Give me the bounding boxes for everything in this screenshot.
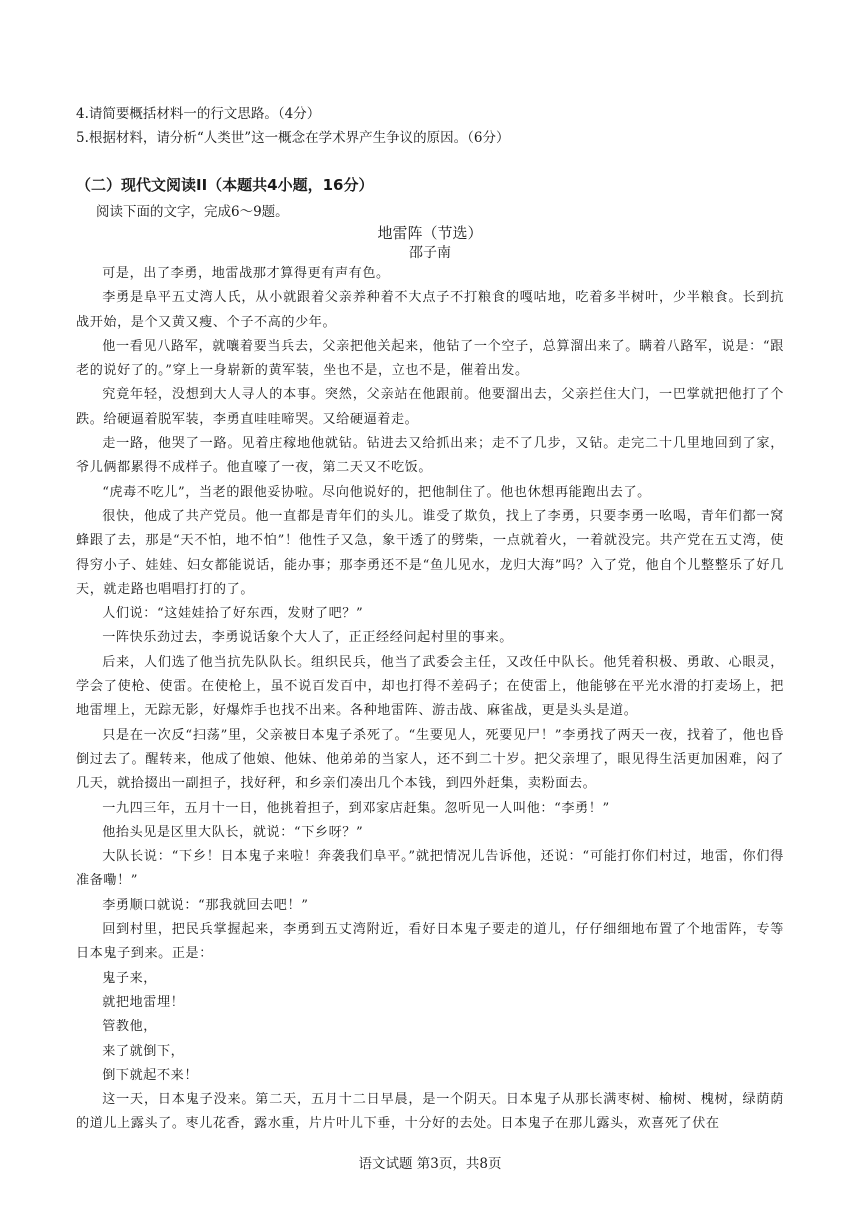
reading-instruction: 阅读下面的文字，完成6～9题。 [96, 204, 289, 220]
paragraph: 一九四三年，五月十一日，他挑着担子，到邓家店赶集。忽听见一人叫他：“李勇！” [102, 800, 610, 816]
page-footer: 语文试题 第3页，共8页 [358, 1156, 502, 1172]
paragraph: 他抬头见是区里大队长，就说：“下乡呀？” [102, 824, 364, 840]
paragraph: 李勇是阜平五丈湾人氏，从小就跟着父亲养种着不大点子不打粮食的嘎咕地，吃着多半树叶，少半粮食。长到抗战开始，是个又黄又瘦、个子不高的少年。 [76, 290, 784, 330]
verse-line: 倒下就起不来！ [102, 1067, 199, 1083]
verse-line: 来了就倒下， [102, 1043, 185, 1059]
paragraph: 这一天，日本鬼子没来。第二天，五月十二日早晨，是一个阴天。日本鬼子从那长满枣树、榆树、槐树，绿荫荫的道儿上露头了。枣儿花香，露水重，片片叶儿下垂，十分好的去处。日本鬼子在那儿露头，欢喜死了伏在 [76, 1092, 784, 1132]
paragraph: 回到村里，把民兵掌握起来，李勇到五丈湾附近，看好日本鬼子要走的道儿，仔仔细细地布置了个地雷阵，专等日本鬼子到来。正是： [76, 922, 784, 962]
section-heading: （二）现代文阅读II（本题共4小题，16分） [76, 176, 374, 194]
question-5: 5.根据材料，请分析“人类世”这一概念在学术界产生争议的原因。（6分） [76, 130, 510, 146]
paragraph: 走一路，他哭了一路。见着庄稼地他就钻。钻进去又给抓出来；走不了几步，又钻。走完二十几里地回到了家，爷儿俩都累得不成样子。他直嚎了一夜，第二天又不吃饭。 [76, 436, 784, 476]
paragraph: 一阵快乐劲过去，李勇说话象个大人了，正正经经问起村里的事来。 [102, 630, 513, 646]
paragraph: 很快，他成了共产党员。他一直都是青年们的头儿。谁受了欺负，找上了李勇，只要李勇一吆喝，青年们都一窝蜂跟了去，那是“天不怕，地不怕”！他性子又急，象干透了的劈柴，一点就着火，一着就没完。共产党在五丈湾，使得穷小子、娃娃、妇女都能说话，能办事；那李勇还不是“鱼儿见水，龙归大海”吗？入了党，他自个儿整整乐了好几天，就走路也唱唱打打的了。 [76, 508, 784, 597]
paragraph: 可是，出了李勇，地雷战那才算得更有声有色。 [102, 266, 390, 281]
verse-line: 鬼子来， [102, 970, 157, 986]
verse-line: 就把地雷埋！ [102, 994, 185, 1010]
paragraph: 大队长说：“下乡！日本鬼子来啦！奔袭我们阜平。”就把情况儿告诉他，还说：“可能打你们村过，地雷，你们得准备嘞！” [76, 849, 784, 889]
paragraph: 李勇顺口就说：“那我就回去吧！” [102, 897, 309, 913]
paragraph: 他一看见八路军，就嚷着要当兵去，父亲把他关起来，他钻了一个空子，总算溜出来了。瞒着八路军，说是：“跟老的说好了的。”穿上一身崭新的黄军装，坐也不是，立也不是，催着出发。 [76, 338, 784, 379]
paragraph: 人们说：“这娃娃拾了好东西，发财了吧？” [102, 606, 364, 622]
verse-line: 管教他， [102, 1019, 157, 1035]
paragraph: 后来，人们选了他当抗先队队长。组织民兵，他当了武委会主任，又改任中队长。他凭着积极、勇敢、心眼灵，学会了使枪、使雷。在使枪上，虽不说百发百中，却也打得不差码子；在使雷上，他能够在平光水滑的打麦场上，把地雷埋上，无踪无影，好爆炸手也找不出来。各种地雷阵、游击战、麻雀战，更是头头是道。 [76, 654, 784, 719]
article-title: 地雷阵（节选） [377, 224, 483, 242]
paragraph: “虎毒不吃儿”，当老的跟他妥协啦。尽向他说好的，把他制住了。他也休想再能跑出去了。 [102, 484, 651, 500]
paragraph: 究竟年轻，没想到大人寻人的本事。突然，父亲站在他跟前。他要溜出去，父亲拦住大门，一巴掌就把他打了个跌。给硬逼着脱军装，李勇直哇哇啼哭。又给硬逼着走。 [76, 387, 784, 427]
question-4: 4.请简要概括材料一的行文思路。（4分） [76, 106, 321, 122]
article-body [76, 262, 784, 1137]
article-author: 邵子南 [409, 245, 451, 261]
paragraph: 只是在一次反“扫荡”里，父亲被日本鬼子杀死了。“生要见人，死要见尸！”李勇找了两天一夜，找着了，他也昏倒过去了。醒转来，他成了他娘、他妹、他弟弟的当家人，还不到二十岁。把父亲埋了，眼见得生活更加困难，闷了几天，就拾掇出一副担子，找好秤，和乡亲们凑出几个本钱，到四外赶集，卖粉面去。 [76, 727, 784, 792]
